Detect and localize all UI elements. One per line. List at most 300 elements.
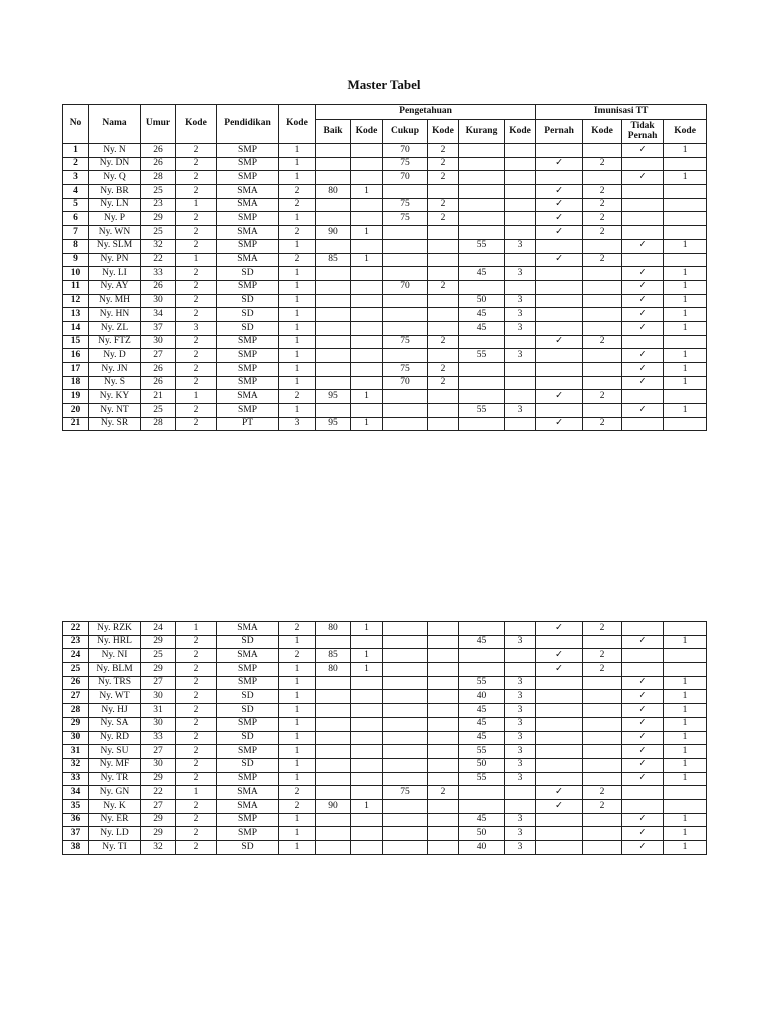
cell-pernah-kode <box>583 376 622 390</box>
table-row <box>63 758 707 772</box>
cell-pendidikan-kode: 1 <box>279 144 316 158</box>
cell-pendidikan-kode: 1 <box>279 676 316 690</box>
cell-kurang: 45 <box>459 635 505 649</box>
cell-kurang-kode <box>505 417 536 431</box>
cell-tidak-pernah-kode: 1 <box>664 404 707 418</box>
cell-kurang <box>459 157 505 171</box>
cell-tidak-pernah-check <box>622 253 664 267</box>
cell-nama: Ny. RZK <box>89 622 141 636</box>
cell-baik-kode <box>351 198 383 212</box>
cell-tidak-pernah-check <box>622 335 664 349</box>
cell-kurang-kode <box>505 363 536 377</box>
cell-umur: 33 <box>141 267 176 281</box>
cell-baik <box>316 745 351 759</box>
cell-umur-kode: 2 <box>176 827 217 841</box>
cell-pernah-kode <box>583 841 622 855</box>
cell-pendidikan: SMA <box>217 649 279 663</box>
cell-umur: 25 <box>141 185 176 199</box>
cell-kurang-kode: 3 <box>505 813 536 827</box>
cell-pernah-check-icon: ✓ <box>536 185 583 199</box>
cell-baik-kode <box>351 335 383 349</box>
cell-tidak-pernah-kode: 1 <box>664 294 707 308</box>
header-tidak-pernah-line-2: Pernah <box>627 130 658 141</box>
cell-nama: Ny. TI <box>89 841 141 855</box>
cell-tidak-pernah-kode: 1 <box>664 690 707 704</box>
cell-kurang-kode <box>505 171 536 185</box>
cell-kurang <box>459 390 505 404</box>
cell-umur: 27 <box>141 745 176 759</box>
cell-pernah-kode <box>583 813 622 827</box>
cell-pernah-check <box>536 758 583 772</box>
cell-kurang-kode: 3 <box>505 676 536 690</box>
cell-baik: 80 <box>316 622 351 636</box>
header-pernah: Pernah <box>536 120 583 144</box>
cell-kurang-kode: 3 <box>505 294 536 308</box>
cell-pendidikan-kode: 1 <box>279 294 316 308</box>
cell-baik-kode <box>351 841 383 855</box>
header-baik-kode: Kode <box>351 120 383 144</box>
cell-pernah-check <box>536 376 583 390</box>
cell-tidak-pernah-kode: 1 <box>664 635 707 649</box>
cell-no: 1 <box>63 144 89 158</box>
table-row <box>63 212 707 226</box>
cell-kurang: 45 <box>459 717 505 731</box>
cell-nama: Ny. SR <box>89 417 141 431</box>
cell-umur: 32 <box>141 841 176 855</box>
cell-cukup-kode <box>428 827 459 841</box>
cell-no: 14 <box>63 321 89 335</box>
cell-kurang-kode <box>505 198 536 212</box>
cell-pendidikan-kode: 1 <box>279 321 316 335</box>
cell-kurang-kode <box>505 253 536 267</box>
cell-umur-kode: 2 <box>176 267 217 281</box>
cell-pernah-check <box>536 717 583 731</box>
cell-pernah-kode: 2 <box>583 335 622 349</box>
cell-pernah-check <box>536 813 583 827</box>
cell-tidak-pernah-check <box>622 799 664 813</box>
cell-umur: 33 <box>141 731 176 745</box>
cell-baik-kode <box>351 690 383 704</box>
cell-kurang-kode: 3 <box>505 704 536 718</box>
cell-umur-kode: 2 <box>176 308 217 322</box>
cell-nama: Ny. SU <box>89 745 141 759</box>
cell-baik <box>316 404 351 418</box>
cell-pendidikan-kode: 1 <box>279 813 316 827</box>
header-kurang: Kurang <box>459 120 505 144</box>
cell-baik-kode: 1 <box>351 799 383 813</box>
table-row <box>63 198 707 212</box>
cell-kurang-kode <box>505 335 536 349</box>
cell-pendidikan-kode: 1 <box>279 404 316 418</box>
cell-cukup <box>383 745 428 759</box>
cell-umur-kode: 2 <box>176 335 217 349</box>
cell-no: 33 <box>63 772 89 786</box>
cell-cukup-kode: 2 <box>428 171 459 185</box>
cell-umur: 23 <box>141 198 176 212</box>
table-row <box>63 253 707 267</box>
cell-nama: Ny. PN <box>89 253 141 267</box>
cell-no: 23 <box>63 635 89 649</box>
cell-umur: 25 <box>141 226 176 240</box>
cell-pernah-check-icon: ✓ <box>536 390 583 404</box>
cell-baik <box>316 786 351 800</box>
cell-kurang-kode: 3 <box>505 827 536 841</box>
cell-baik-kode <box>351 212 383 226</box>
cell-no: 18 <box>63 376 89 390</box>
table-row <box>63 308 707 322</box>
cell-kurang-kode: 3 <box>505 731 536 745</box>
cell-cukup-kode <box>428 799 459 813</box>
cell-umur-kode: 2 <box>176 417 217 431</box>
cell-baik <box>316 376 351 390</box>
cell-kurang-kode <box>505 786 536 800</box>
cell-umur: 28 <box>141 171 176 185</box>
cell-cukup-kode <box>428 253 459 267</box>
cell-pendidikan: SMA <box>217 226 279 240</box>
cell-nama: Ny. HJ <box>89 704 141 718</box>
cell-baik <box>316 171 351 185</box>
cell-baik-kode <box>351 267 383 281</box>
cell-kurang <box>459 799 505 813</box>
cell-baik: 80 <box>316 663 351 677</box>
cell-baik-kode <box>351 745 383 759</box>
cell-cukup: 70 <box>383 280 428 294</box>
cell-pendidikan: SMA <box>217 799 279 813</box>
table-row <box>63 376 707 390</box>
cell-pendidikan-kode: 2 <box>279 253 316 267</box>
cell-nama: Ny. LN <box>89 198 141 212</box>
cell-cukup <box>383 690 428 704</box>
cell-umur-kode: 2 <box>176 676 217 690</box>
cell-kurang-kode <box>505 280 536 294</box>
cell-baik-kode <box>351 349 383 363</box>
table-row <box>63 676 707 690</box>
cell-tidak-pernah-kode: 1 <box>664 363 707 377</box>
cell-umur: 29 <box>141 772 176 786</box>
cell-pernah-check <box>536 308 583 322</box>
cell-kurang: 50 <box>459 294 505 308</box>
table-row <box>63 799 707 813</box>
cell-cukup-kode <box>428 308 459 322</box>
cell-tidak-pernah-kode: 1 <box>664 731 707 745</box>
cell-nama: Ny. TRS <box>89 676 141 690</box>
cell-pernah-kode <box>583 717 622 731</box>
cell-pendidikan: SMP <box>217 772 279 786</box>
cell-nama: Ny. SLM <box>89 239 141 253</box>
cell-baik-kode <box>351 294 383 308</box>
cell-umur-kode: 2 <box>176 376 217 390</box>
cell-umur: 32 <box>141 239 176 253</box>
cell-pernah-kode: 2 <box>583 622 622 636</box>
cell-tidak-pernah-check-icon: ✓ <box>622 690 664 704</box>
cell-pernah-check-icon: ✓ <box>536 226 583 240</box>
cell-kurang <box>459 376 505 390</box>
cell-umur: 29 <box>141 813 176 827</box>
cell-cukup: 75 <box>383 363 428 377</box>
cell-tidak-pernah-kode: 1 <box>664 171 707 185</box>
cell-nama: Ny. LD <box>89 827 141 841</box>
cell-pendidikan: SD <box>217 758 279 772</box>
table-row <box>63 731 707 745</box>
cell-cukup: 75 <box>383 786 428 800</box>
cell-no: 29 <box>63 717 89 731</box>
cell-kurang-kode: 3 <box>505 841 536 855</box>
cell-kurang: 55 <box>459 239 505 253</box>
table-row <box>63 294 707 308</box>
cell-nama: Ny. BR <box>89 185 141 199</box>
cell-cukup-kode: 2 <box>428 157 459 171</box>
cell-umur: 28 <box>141 417 176 431</box>
table-row <box>63 185 707 199</box>
cell-pernah-kode: 2 <box>583 253 622 267</box>
cell-baik-kode <box>351 363 383 377</box>
cell-umur: 26 <box>141 280 176 294</box>
cell-cukup-kode <box>428 239 459 253</box>
cell-pendidikan-kode: 2 <box>279 226 316 240</box>
cell-cukup-kode: 2 <box>428 198 459 212</box>
cell-pendidikan-kode: 1 <box>279 827 316 841</box>
cell-pendidikan-kode: 1 <box>279 690 316 704</box>
cell-baik <box>316 772 351 786</box>
cell-kurang: 55 <box>459 404 505 418</box>
cell-baik-kode <box>351 376 383 390</box>
cell-no: 35 <box>63 799 89 813</box>
cell-kurang: 45 <box>459 813 505 827</box>
cell-baik <box>316 308 351 322</box>
cell-umur-kode: 2 <box>176 731 217 745</box>
cell-no: 13 <box>63 308 89 322</box>
cell-tidak-pernah-check <box>622 786 664 800</box>
cell-umur-kode: 2 <box>176 745 217 759</box>
cell-pernah-kode <box>583 171 622 185</box>
table-row <box>63 267 707 281</box>
table-row <box>63 786 707 800</box>
cell-tidak-pernah-check-icon: ✓ <box>622 841 664 855</box>
cell-tidak-pernah-check-icon: ✓ <box>622 704 664 718</box>
cell-pernah-kode <box>583 404 622 418</box>
cell-pendidikan: SMA <box>217 185 279 199</box>
cell-cukup-kode: 2 <box>428 786 459 800</box>
cell-pendidikan: SMP <box>217 171 279 185</box>
cell-no: 20 <box>63 404 89 418</box>
cell-baik-kode: 1 <box>351 417 383 431</box>
cell-no: 25 <box>63 663 89 677</box>
cell-umur: 37 <box>141 321 176 335</box>
cell-pernah-kode: 2 <box>583 212 622 226</box>
cell-umur-kode: 2 <box>176 649 217 663</box>
table-row <box>63 349 707 363</box>
cell-cukup-kode <box>428 676 459 690</box>
cell-kurang: 45 <box>459 704 505 718</box>
cell-tidak-pernah-kode <box>664 663 707 677</box>
cell-cukup-kode <box>428 690 459 704</box>
cell-kurang <box>459 253 505 267</box>
cell-nama: Ny. KY <box>89 390 141 404</box>
cell-tidak-pernah-kode <box>664 390 707 404</box>
cell-baik <box>316 267 351 281</box>
header-cukup-kode: Kode <box>428 120 459 144</box>
cell-pernah-check-icon: ✓ <box>536 198 583 212</box>
cell-cukup: 70 <box>383 144 428 158</box>
table-row <box>63 157 707 171</box>
cell-cukup: 75 <box>383 198 428 212</box>
cell-pernah-kode: 2 <box>583 185 622 199</box>
cell-baik <box>316 758 351 772</box>
cell-pernah-kode <box>583 294 622 308</box>
table-row <box>63 622 707 636</box>
table-row <box>63 144 707 158</box>
cell-cukup-kode: 2 <box>428 212 459 226</box>
cell-pernah-kode: 2 <box>583 390 622 404</box>
cell-baik-kode <box>351 280 383 294</box>
cell-umur: 30 <box>141 758 176 772</box>
cell-no: 36 <box>63 813 89 827</box>
cell-baik-kode <box>351 239 383 253</box>
cell-cukup-kode <box>428 663 459 677</box>
cell-baik-kode: 1 <box>351 390 383 404</box>
cell-cukup-kode <box>428 294 459 308</box>
cell-tidak-pernah-check <box>622 417 664 431</box>
cell-baik <box>316 635 351 649</box>
table-row <box>63 690 707 704</box>
cell-umur: 30 <box>141 294 176 308</box>
cell-umur: 30 <box>141 335 176 349</box>
cell-baik-kode <box>351 827 383 841</box>
cell-pernah-check <box>536 635 583 649</box>
cell-kurang-kode <box>505 185 536 199</box>
cell-pernah-check <box>536 267 583 281</box>
cell-kurang <box>459 212 505 226</box>
cell-kurang: 45 <box>459 321 505 335</box>
cell-nama: Ny. LI <box>89 267 141 281</box>
cell-cukup <box>383 417 428 431</box>
cell-pendidikan-kode: 1 <box>279 157 316 171</box>
cell-kurang: 55 <box>459 676 505 690</box>
cell-pernah-kode <box>583 349 622 363</box>
cell-nama: Ny. WT <box>89 690 141 704</box>
cell-umur: 30 <box>141 690 176 704</box>
cell-cukup-kode <box>428 813 459 827</box>
table-row <box>63 417 707 431</box>
cell-baik: 90 <box>316 226 351 240</box>
header-tidak-pernah-kode: Kode <box>664 120 707 144</box>
table-row <box>63 363 707 377</box>
cell-baik <box>316 294 351 308</box>
cell-pendidikan-kode: 1 <box>279 758 316 772</box>
cell-pernah-kode <box>583 321 622 335</box>
cell-pernah-kode: 2 <box>583 198 622 212</box>
cell-umur-kode: 2 <box>176 690 217 704</box>
cell-pendidikan-kode: 1 <box>279 704 316 718</box>
cell-tidak-pernah-kode <box>664 253 707 267</box>
cell-baik <box>316 731 351 745</box>
header-umur-kode: Kode <box>176 105 217 144</box>
cell-pernah-check <box>536 704 583 718</box>
cell-pendidikan-kode: 2 <box>279 185 316 199</box>
cell-no: 19 <box>63 390 89 404</box>
cell-pernah-check <box>536 690 583 704</box>
cell-nama: Ny. SA <box>89 717 141 731</box>
cell-pernah-kode <box>583 144 622 158</box>
cell-cukup-kode <box>428 841 459 855</box>
cell-tidak-pernah-check <box>622 226 664 240</box>
cell-kurang <box>459 649 505 663</box>
cell-no: 2 <box>63 157 89 171</box>
cell-cukup-kode <box>428 404 459 418</box>
cell-pendidikan: SMP <box>217 676 279 690</box>
cell-umur-kode: 2 <box>176 717 217 731</box>
cell-pernah-check-icon: ✓ <box>536 157 583 171</box>
cell-baik-kode <box>351 171 383 185</box>
cell-pendidikan: SMP <box>217 717 279 731</box>
cell-cukup-kode <box>428 417 459 431</box>
cell-pendidikan: SMP <box>217 239 279 253</box>
cell-baik: 80 <box>316 185 351 199</box>
cell-cukup <box>383 226 428 240</box>
cell-cukup-kode <box>428 704 459 718</box>
cell-baik: 90 <box>316 799 351 813</box>
cell-tidak-pernah-check <box>622 212 664 226</box>
header-tidak-pernah-line-1: Tidak <box>630 120 655 131</box>
table-row <box>63 663 707 677</box>
table-row <box>63 226 707 240</box>
cell-cukup <box>383 649 428 663</box>
cell-umur-kode: 2 <box>176 294 217 308</box>
cell-umur: 22 <box>141 786 176 800</box>
cell-nama: Ny. RD <box>89 731 141 745</box>
cell-pendidikan-kode: 1 <box>279 841 316 855</box>
cell-cukup <box>383 731 428 745</box>
cell-no: 15 <box>63 335 89 349</box>
table-row <box>63 171 707 185</box>
cell-baik <box>316 813 351 827</box>
cell-pernah-kode <box>583 704 622 718</box>
cell-kurang <box>459 417 505 431</box>
cell-baik-kode <box>351 772 383 786</box>
cell-cukup <box>383 799 428 813</box>
cell-pendidikan: SMP <box>217 363 279 377</box>
cell-tidak-pernah-check-icon: ✓ <box>622 308 664 322</box>
cell-pendidikan-kode: 1 <box>279 717 316 731</box>
cell-pendidikan-kode: 2 <box>279 799 316 813</box>
cell-umur: 25 <box>141 404 176 418</box>
cell-baik <box>316 321 351 335</box>
cell-baik-kode <box>351 813 383 827</box>
cell-nama: Ny. JN <box>89 363 141 377</box>
cell-baik <box>316 676 351 690</box>
cell-baik <box>316 335 351 349</box>
cell-pernah-check <box>536 676 583 690</box>
cell-umur: 29 <box>141 635 176 649</box>
cell-pernah-kode: 2 <box>583 799 622 813</box>
cell-pendidikan: SMP <box>217 745 279 759</box>
cell-pendidikan: SMP <box>217 376 279 390</box>
cell-kurang-kode: 3 <box>505 404 536 418</box>
cell-pendidikan-kode: 1 <box>279 731 316 745</box>
header-nama: Nama <box>89 105 141 144</box>
cell-cukup-kode: 2 <box>428 376 459 390</box>
cell-tidak-pernah-kode: 1 <box>664 717 707 731</box>
header-pernah-kode: Kode <box>583 120 622 144</box>
cell-cukup <box>383 827 428 841</box>
cell-kurang-kode <box>505 226 536 240</box>
cell-umur: 24 <box>141 622 176 636</box>
cell-baik <box>316 239 351 253</box>
cell-cukup <box>383 349 428 363</box>
cell-nama: Ny. Q <box>89 171 141 185</box>
cell-nama: Ny. D <box>89 349 141 363</box>
cell-pernah-kode: 2 <box>583 226 622 240</box>
